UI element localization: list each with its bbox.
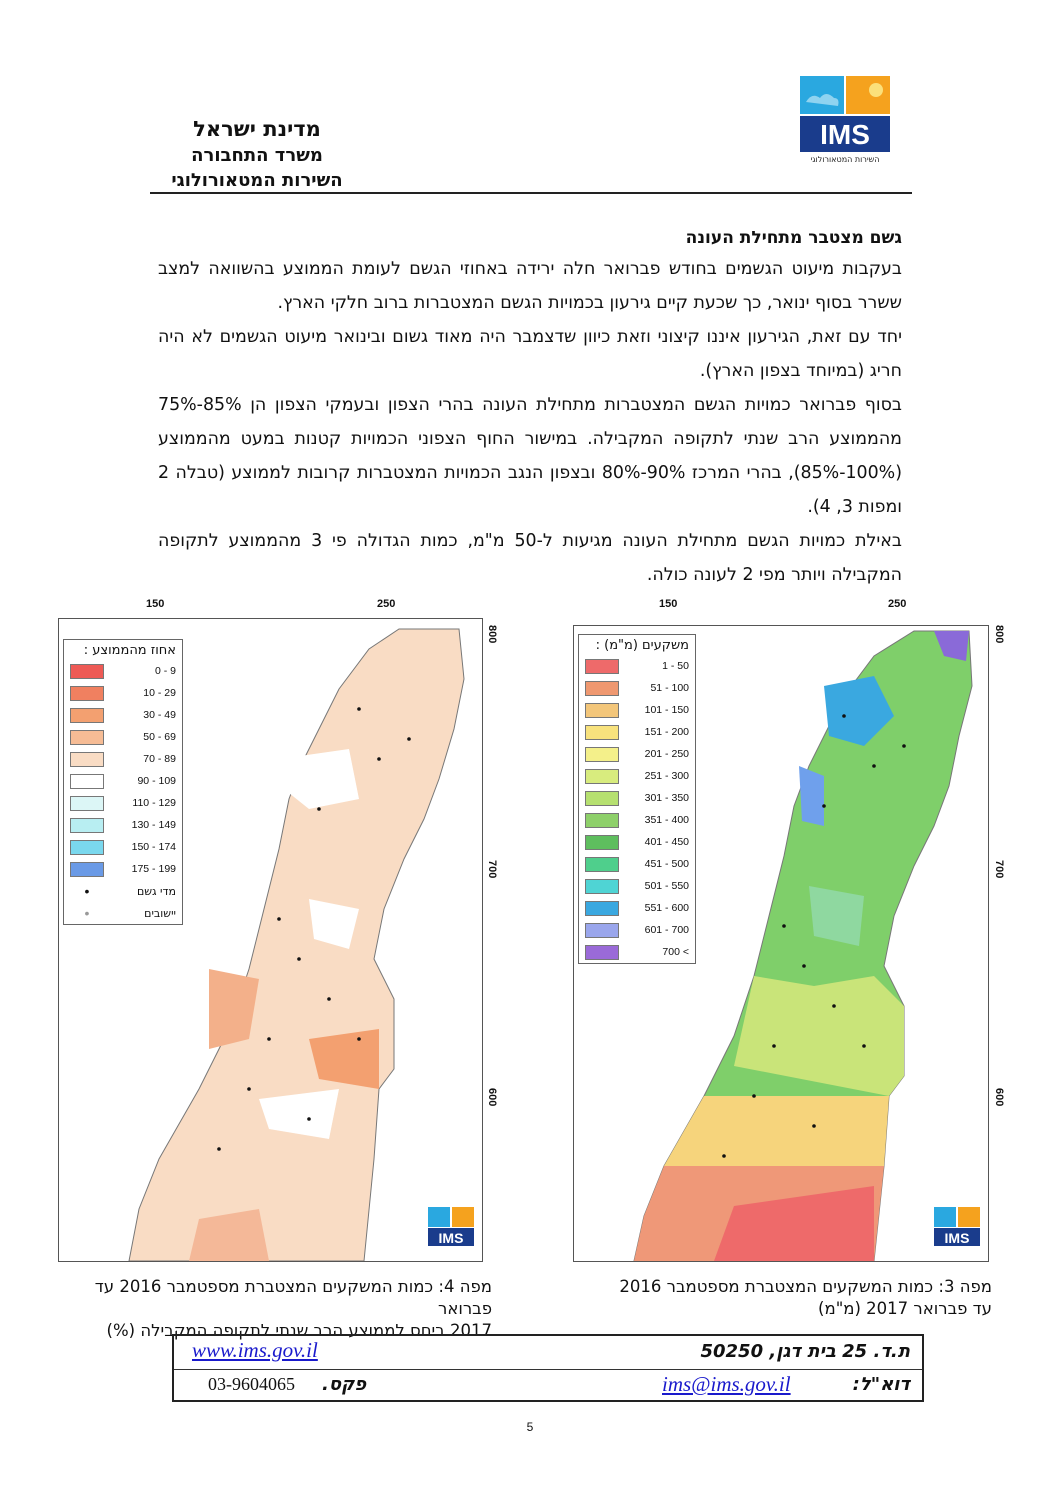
- map3-tick-right: 700: [993, 860, 1005, 879]
- legend-swatch: [70, 796, 104, 811]
- caption-line: 2017 ביחס לממוצע הרב שנתי לתקופה המקבילה (%): [106, 1321, 492, 1340]
- map4-tick-right: 600: [486, 1088, 498, 1107]
- legend-swatch: [585, 857, 619, 872]
- legend-row: [579, 875, 695, 897]
- article-title: גשם מצטבר מתחילת העונה: [685, 228, 902, 248]
- legend-swatch: [585, 681, 619, 696]
- map4-tick-right: 800: [486, 625, 498, 644]
- legend-swatch: [585, 791, 619, 806]
- legend-swatch: [70, 818, 104, 833]
- legend-row-towns: [64, 902, 182, 924]
- legend-label: 151 - 200: [644, 726, 689, 738]
- legend-row: [64, 770, 182, 792]
- website-link[interactable]: www.ims.gov.il: [192, 1338, 318, 1362]
- legend-swatch: [585, 659, 619, 674]
- legend-row: [64, 748, 182, 770]
- paragraph: באילת כמויות הגשם מתחילת העונה מגיעות ל-50 מ"מ, כמות הגדולה פי 3 מהממוצע לתקופה המקבילה ויותר מפי 2 לעונה כולה.: [158, 531, 902, 585]
- legend-row: [579, 743, 695, 765]
- legend-swatch: [585, 725, 619, 740]
- station-dot-icon: •: [84, 883, 90, 899]
- legend-row: [579, 831, 695, 853]
- logo-text: IMS: [820, 119, 870, 150]
- legend-row: [579, 809, 695, 831]
- legend-label: 351 - 400: [644, 814, 689, 826]
- rainfall-percent-map: [58, 618, 483, 1262]
- legend-row: [64, 858, 182, 880]
- map4-tick-top: 250: [377, 598, 396, 610]
- legend-label: 110 - 129: [132, 797, 176, 809]
- legend-label: 30 - 49: [143, 709, 176, 721]
- legend-swatch: [70, 840, 104, 855]
- article-body: [158, 252, 902, 592]
- legend-swatch: [585, 813, 619, 828]
- legend-swatch: [585, 835, 619, 850]
- legend-label: 90 - 109: [137, 775, 176, 787]
- map3-tick-right: 800: [993, 625, 1005, 644]
- legend-label: 101 - 150: [644, 704, 689, 716]
- caption-line: עד פברואר 2017 (מ"מ): [818, 1299, 992, 1318]
- legend-label: מדי גשם: [136, 884, 176, 898]
- legend-swatch: [70, 664, 104, 679]
- legend-row: [64, 836, 182, 858]
- page-number: 5: [526, 1420, 534, 1434]
- legend-row: [64, 704, 182, 726]
- ims-logo: [800, 76, 890, 166]
- legend-swatch: [585, 747, 619, 762]
- contact-box: [172, 1334, 924, 1402]
- map4-legend: [63, 639, 183, 925]
- legend-label: 1 - 50: [662, 660, 689, 672]
- legend-row: [579, 787, 695, 809]
- legend-label: 130 - 149: [131, 819, 176, 831]
- legend-label: 10 - 29: [143, 687, 176, 699]
- legend-row: [64, 792, 182, 814]
- paragraph: בסוף פברואר כמויות הגשם המצטברות מתחילת העונה בהרי הצפון ובעמקי הצפון הן 85%-75% מהממוצע הרב שנתי לתקופה המקבילה. במישור החוף הצפוני הכמויות קטנות במעט מהממוצע (100%-85%), בהרי המרכז 90%-80% ובצפון הנגב הכמויות המצטברות קרובות לממוצע (טבלה 2 ומפות 3, 4).: [158, 395, 902, 517]
- ims-logo-small: [934, 1207, 980, 1253]
- legend-label: 451 - 500: [644, 858, 689, 870]
- map4-caption: [62, 1276, 492, 1342]
- logo-subtitle: השירות המטאורולוגי: [810, 155, 880, 164]
- legend-row: [579, 699, 695, 721]
- legend-label: 401 - 450: [644, 836, 689, 848]
- legend-label: 700 <: [662, 946, 689, 958]
- legend-swatch: [585, 879, 619, 894]
- rainfall-amount-map: [573, 625, 989, 1262]
- legend-label: 0 - 9: [154, 665, 176, 677]
- fax-number: 03-9604065: [208, 1374, 295, 1394]
- legend-label: יישובים: [144, 906, 176, 920]
- legend-title: משקעים (מ"מ) :: [595, 638, 689, 653]
- legend-row: [64, 682, 182, 704]
- contact-divider: [174, 1369, 922, 1370]
- org-line-3: השירות המטאורולוגי: [171, 170, 343, 191]
- legend-swatch: [585, 923, 619, 938]
- org-line-1: מדינת ישראל: [193, 117, 321, 141]
- legend-swatch: [70, 752, 104, 767]
- logo-text: IMS: [438, 1230, 464, 1246]
- map4-tick-top: 150: [146, 598, 165, 610]
- legend-swatch: [70, 862, 104, 877]
- legend-row: [579, 897, 695, 919]
- legend-row: [579, 919, 695, 941]
- org-line-2: משרד התחבורה: [191, 145, 323, 166]
- logo-text: IMS: [944, 1230, 970, 1246]
- legend-swatch: [585, 703, 619, 718]
- fax-label: פקס.: [322, 1374, 367, 1395]
- legend-label: 70 - 89: [143, 753, 176, 765]
- legend-row: [579, 721, 695, 743]
- legend-row: [64, 814, 182, 836]
- legend-label: 150 - 174: [131, 841, 176, 853]
- legend-swatch: [70, 774, 104, 789]
- legend-swatch: [70, 686, 104, 701]
- legend-swatch: [70, 730, 104, 745]
- map3-tick-top: 250: [888, 598, 907, 610]
- legend-label: 175 - 199: [131, 863, 176, 875]
- legend-row-stations: [64, 880, 182, 902]
- legend-label: 551 - 600: [644, 902, 689, 914]
- organization-header: [150, 116, 364, 193]
- legend-label: 51 - 100: [650, 682, 689, 694]
- map3-tick-right: 600: [993, 1088, 1005, 1107]
- legend-row: [579, 941, 695, 963]
- legend-row: [579, 677, 695, 699]
- map3-tick-top: 150: [659, 598, 678, 610]
- legend-label: 50 - 69: [143, 731, 176, 743]
- map4-tick-right: 700: [486, 860, 498, 879]
- town-dot-icon: •: [84, 905, 90, 921]
- address: ת.ד. 25 בית דגן, 50250: [700, 1341, 910, 1362]
- legend-row: [579, 853, 695, 875]
- map3-legend: [578, 634, 696, 964]
- caption-line: מפה 4: כמות המשקעים המצטברת מספטמבר 2016 עד פברואר: [94, 1277, 492, 1318]
- legend-label: 601 - 700: [644, 924, 689, 936]
- legend-swatch: [70, 708, 104, 723]
- legend-row: [579, 655, 695, 677]
- ims-logo-small: [428, 1207, 474, 1253]
- legend-title: אחוז מהממוצע :: [83, 643, 176, 658]
- paragraph: בעקבות מיעוט הגשמים בחודש פברואר חלה ירידה באחוזי הגשם לעומת הממוצע בהשוואה למצב ששרר בסוף ינואר, כך שכעת קיים גירעון בכמויות הגשם המצטברות ברוב חלקי הארץ.: [158, 259, 902, 313]
- header-divider: [150, 192, 912, 194]
- email-link[interactable]: ims@ims.gov.il: [662, 1372, 791, 1396]
- map3-caption: [580, 1276, 992, 1320]
- legend-label: 201 - 250: [644, 748, 689, 760]
- legend-label: 251 - 300: [644, 770, 689, 782]
- legend-label: 301 - 350: [644, 792, 689, 804]
- legend-row: [64, 660, 182, 682]
- legend-swatch: [585, 945, 619, 960]
- legend-row: [579, 765, 695, 787]
- email-label: דוא"ל:: [852, 1374, 910, 1395]
- legend-label: 501 - 550: [644, 880, 689, 892]
- paragraph: יחד עם זאת, הגירעון איננו קיצוני וזאת כיוון שדצמבר היה מאוד גשום ובינואר מיעוט הגשמים לא היה חריג (במיוחד בצפון הארץ).: [158, 327, 902, 381]
- legend-swatch: [585, 769, 619, 784]
- legend-row: [64, 726, 182, 748]
- caption-line: מפה 3: כמות המשקעים המצטברת מספטמבר 2016: [619, 1277, 992, 1296]
- legend-swatch: [585, 901, 619, 916]
